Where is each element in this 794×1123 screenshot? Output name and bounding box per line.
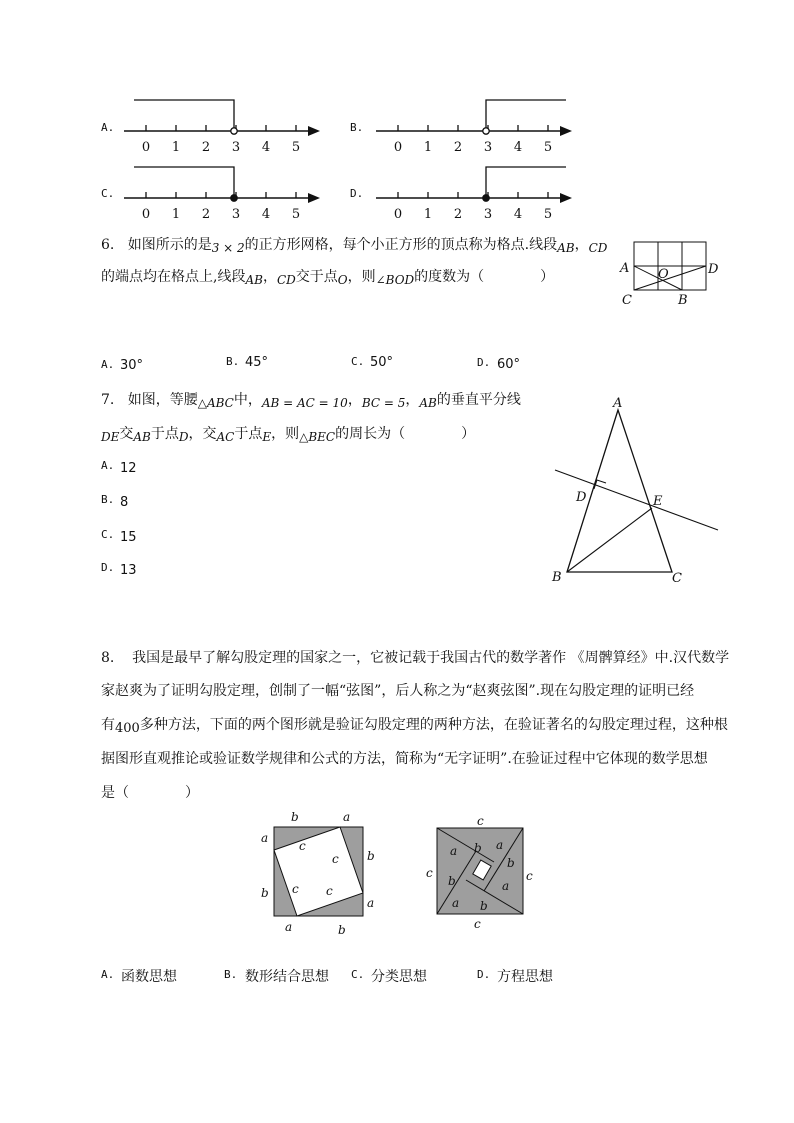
q8-f1-label-c: c: [326, 884, 333, 898]
q5-a-tick-0: 0: [141, 140, 151, 155]
q7-math: DE: [101, 430, 120, 444]
q5-a-tick-1: 1: [171, 140, 181, 155]
q6-text: ，: [574, 237, 589, 253]
q6-point-o: O: [658, 267, 669, 282]
q7-text: ，交: [188, 426, 217, 442]
q5-a-tick-4: 4: [261, 140, 271, 155]
q8-f1-label-b: b: [291, 810, 299, 824]
q7-option-a-value: 12: [120, 461, 137, 476]
q7-text: 如图，等腰: [127, 392, 198, 408]
q6-stem-line-2: [101, 266, 554, 287]
q7-text: 中，: [233, 392, 262, 408]
q7-text: 交: [119, 426, 134, 442]
q6-option-a-label: A.: [101, 358, 115, 371]
q5-d-tick-3: 3: [483, 207, 493, 222]
q5-c-tick-4: 4: [261, 207, 271, 222]
q7-math: AB = AC = 10: [261, 396, 348, 410]
q8-figure-1: [252, 803, 382, 943]
q7-math: D: [178, 430, 189, 444]
q7-math: AB: [133, 430, 151, 444]
q8-f1-label-b: b: [261, 886, 269, 900]
q8-f2-label-a: a: [496, 838, 504, 852]
q7-option-a-label: A.: [101, 459, 115, 472]
q5-option-a-label: A.: [101, 121, 115, 134]
q5-d-tick-4: 4: [513, 207, 523, 222]
q6-text: 的端点均在格点上,线段: [101, 269, 246, 285]
q7-number: 7.: [101, 392, 115, 408]
q6-math: ∠BOD: [375, 273, 415, 287]
q6-point-c: C: [622, 293, 632, 308]
q5-d-tick-1: 1: [423, 207, 433, 222]
q8-f1-label-a: a: [343, 810, 351, 824]
q7-option-b-value: 8: [120, 495, 129, 510]
q7-text: 于点: [150, 426, 179, 442]
q5-d-tick-5: 5: [543, 207, 553, 222]
q8-f1-label-c: c: [332, 852, 339, 866]
q6-math: CD: [276, 273, 296, 287]
q7-text: 的周长为（ ）: [335, 426, 476, 442]
q7-point-c: C: [672, 571, 682, 586]
q5-c-tick-1: 1: [171, 207, 181, 222]
q6-option-a-value: 30°: [120, 358, 144, 373]
q7-math: AB: [419, 396, 437, 410]
q8-f2-label-c: c: [426, 866, 433, 880]
q5-b-tick-2: 2: [453, 140, 463, 155]
q7-text: ，: [347, 392, 362, 408]
q8-text: 我国是最早了解勾股定理的国家之一，它被记载于我国古代的数学著作 《周髀算经》中.汉代数学: [132, 650, 730, 666]
q8-option-b-label: B.: [224, 968, 238, 981]
q6-option-d-value: 60°: [497, 357, 521, 372]
q7-option-d-label: D.: [101, 561, 115, 574]
q5-b-tick-4: 4: [513, 140, 523, 155]
q6-text: 的度数为（ ）: [414, 269, 555, 285]
q5-option-b-number-line: [372, 92, 582, 162]
q8-option-d-value: 方程思想: [497, 969, 553, 985]
q5-c-tick-5: 5: [291, 207, 301, 222]
q6-text: ，: [262, 269, 277, 285]
q8-f2-label-a: a: [502, 879, 510, 893]
q6-option-c-value: 50°: [370, 355, 394, 370]
q8-f1-label-a: a: [285, 920, 293, 934]
q6-math: AB: [557, 241, 575, 255]
q8-stem-line-1: [101, 647, 729, 667]
q6-math: CD: [588, 241, 608, 255]
q6-text: 交于点: [295, 269, 338, 285]
q5-option-a-number-line: [120, 92, 330, 162]
q8-f1-label-c: c: [299, 839, 306, 853]
q7-triangle-figure: [540, 390, 730, 590]
q5-d-tick-2: 2: [453, 207, 463, 222]
q5-a-tick-2: 2: [201, 140, 211, 155]
q7-point-b: B: [552, 570, 562, 585]
q8-option-d-label: D.: [477, 968, 491, 981]
q8-option-a-label: A.: [101, 968, 115, 981]
q8-f2-label-b: b: [480, 899, 488, 913]
q5-c-tick-2: 2: [201, 207, 211, 222]
q7-option-c-label: C.: [101, 528, 115, 541]
q8-stem-line-5: 是（ ）: [101, 785, 199, 801]
q8-option-b-value: 数形结合思想: [245, 969, 329, 985]
q8-figure-2: [422, 812, 546, 937]
q8-f2-label-a: a: [452, 896, 460, 910]
q8-stem-line-3: [101, 714, 728, 736]
q5-a-tick-3: 3: [231, 140, 241, 155]
q8-option-c-label: C.: [351, 968, 365, 981]
q8-math: 400: [115, 721, 140, 736]
q8-stem-line-4: 据图形直观推论或验证数学规律和公式的方法，简称为“无字证明”.在验证过程中它体现的数学思想: [101, 751, 708, 767]
q6-option-c-label: C.: [351, 355, 365, 368]
q8-f1-label-c: c: [292, 882, 299, 896]
q7-math: △ABC: [197, 396, 234, 410]
q8-option-a-value: 函数思想: [121, 969, 177, 985]
q7-text: ，则: [271, 426, 300, 442]
q5-option-d-number-line: [372, 159, 582, 229]
q5-c-tick-0: 0: [141, 207, 151, 222]
q6-number: 6.: [101, 237, 115, 253]
q7-point-a: A: [613, 396, 623, 411]
q5-b-tick-0: 0: [393, 140, 403, 155]
q6-point-a: A: [620, 261, 630, 276]
q6-text: 如图所示的是: [127, 237, 212, 253]
q8-stem-line-2: 家赵爽为了证明勾股定理，创制了一幅“弦图”，后人称之为“赵爽弦图”.现在勾股定理的证明已经: [101, 683, 695, 699]
q8-option-c-value: 分类思想: [371, 969, 427, 985]
q7-stem-line-1: [101, 389, 521, 410]
q8-f2-label-c: c: [526, 869, 533, 883]
q8-f1-label-b: b: [338, 923, 346, 937]
q6-text: 的正方形网格，每个小正方形的顶点称为格点.线段: [244, 237, 558, 253]
q5-d-tick-0: 0: [393, 207, 403, 222]
q6-option-b-value: 45°: [245, 355, 269, 370]
q5-a-tick-5: 5: [291, 140, 301, 155]
q7-math: △BEC: [299, 430, 336, 444]
q7-option-b-label: B.: [101, 493, 115, 506]
q6-point-b: B: [678, 293, 688, 308]
q8-f1-label-b: b: [367, 849, 375, 863]
q7-text: 于点: [234, 426, 263, 442]
q8-f2-label-b: b: [474, 841, 482, 855]
q7-text: 的垂直平分线: [436, 392, 521, 408]
q8-number: 8.: [101, 650, 115, 666]
q8-text: 多种方法，下面的两个图形就是验证勾股定理的两种方法，在验证著名的勾股定理过程，这种根: [139, 717, 728, 733]
q8-f2-label-c: c: [477, 814, 484, 828]
q8-f2-label-c: c: [474, 917, 481, 931]
q6-math: AB: [245, 273, 263, 287]
q6-option-d-label: D.: [477, 356, 491, 369]
q8-f2-label-b: b: [448, 874, 456, 888]
q5-option-c-number-line: [120, 159, 330, 229]
q6-math: O: [337, 273, 348, 287]
q7-option-c-value: 15: [120, 530, 137, 545]
q7-text: ，: [405, 392, 420, 408]
q7-math: BC = 5: [361, 396, 406, 410]
q8-f2-label-b: b: [507, 856, 515, 870]
q7-math: AC: [216, 430, 235, 444]
q6-stem-line-1: [101, 234, 607, 255]
q6-text: ，则: [347, 269, 376, 285]
q7-point-e: E: [653, 494, 663, 509]
q7-stem-line-2: [101, 423, 475, 444]
q5-option-d-label: D.: [350, 187, 364, 200]
q5-b-tick-1: 1: [423, 140, 433, 155]
q7-option-d-value: 13: [120, 563, 137, 578]
q8-text: 有: [101, 717, 115, 733]
q6-option-b-label: B.: [226, 355, 240, 368]
q5-c-tick-3: 3: [231, 207, 241, 222]
q7-math: E: [262, 430, 272, 444]
q8-f2-label-a: a: [450, 844, 458, 858]
q5-option-b-label: B.: [350, 121, 364, 134]
q5-b-tick-5: 5: [543, 140, 553, 155]
q5-b-tick-3: 3: [483, 140, 493, 155]
q6-math: 3 × 2: [211, 241, 245, 255]
q6-grid-figure: [614, 232, 734, 312]
q7-point-d: D: [576, 490, 587, 505]
q5-option-c-label: C.: [101, 187, 115, 200]
q8-f1-label-a: a: [261, 831, 269, 845]
q8-f1-label-a: a: [367, 896, 375, 910]
q6-point-d: D: [708, 262, 719, 277]
